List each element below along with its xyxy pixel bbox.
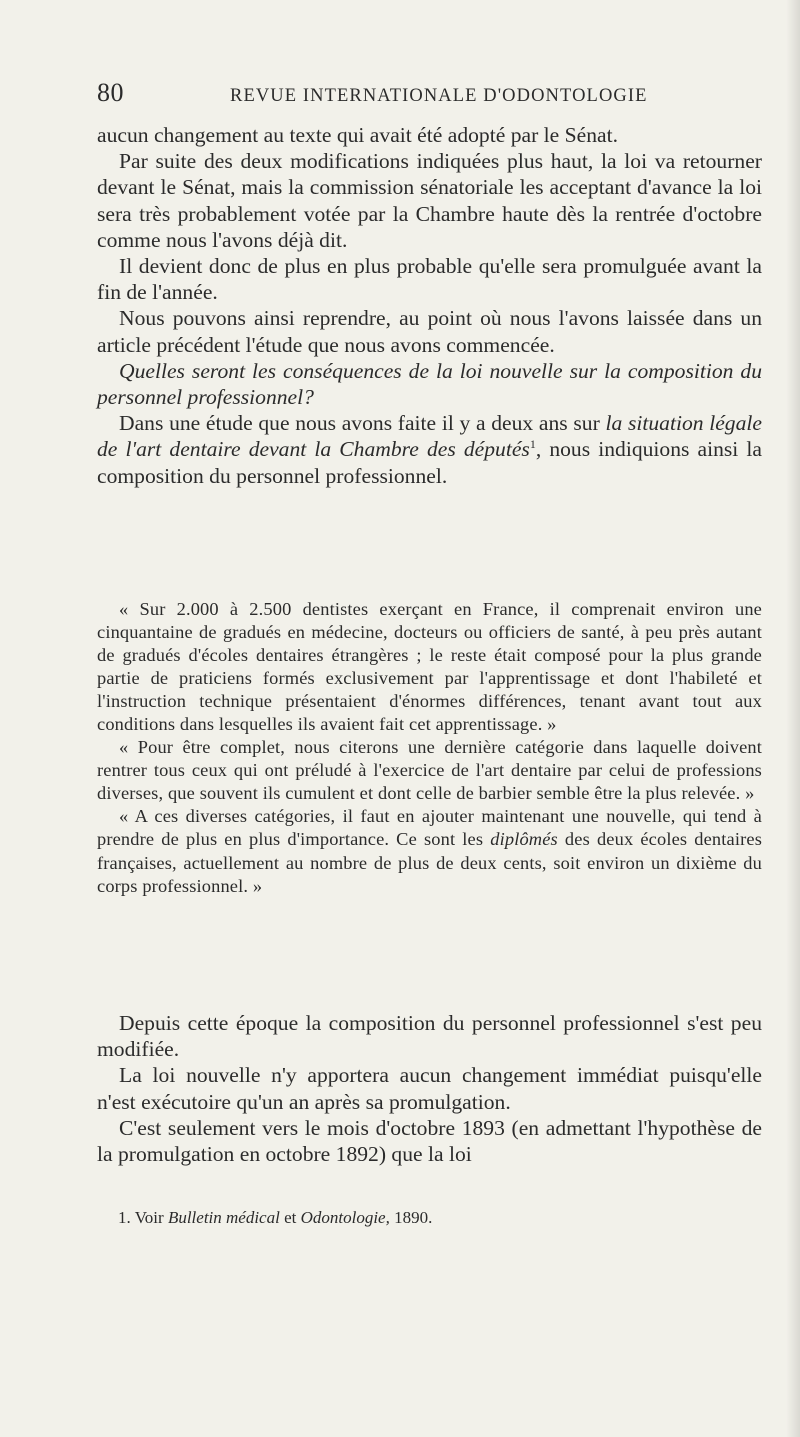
- paragraph-composition-modified: Depuis cette époque la composition du personnel professionnel s'est peu modifiée.: [97, 1011, 762, 1062]
- quote-3-text-start: « A ces diverses catégories, il faut en ajouter maintenant une nouvelle, qui tend à prendre de plus en plus d'importance. Ce sont les: [97, 806, 762, 850]
- page-edge-shadow: [786, 0, 800, 1437]
- footnote-year: 1890.: [389, 1208, 433, 1227]
- paragraph-continuation: aucun changement au texte qui avait été adopté par le Sénat.: [97, 123, 619, 147]
- previous-study-text-end: , nous indiquions ainsi la composition du personnel professionnel.: [97, 437, 762, 488]
- quote-paragraph-3: [97, 805, 762, 897]
- paragraph-senat-return: Par suite des deux modifications indiquées plus haut, la loi va retourner devant le Sénat, mais la commission sénatoriale les acceptant d'avance la loi sera très probablement votée par la Chambre haute dès la rentrée d'octobre comme nous l'avons déjà dit.: [97, 149, 762, 252]
- quotation-block: [97, 598, 762, 898]
- question-heading: Quelles seront les conséquences de la loi nouvelle sur la composition du personnel professionnel?: [97, 358, 762, 410]
- quote-3-text-end: des deux écoles dentaires françaises, actuellement au nombre de plus de deux cents, soit environ un dixième du corps professionnel. »: [97, 829, 762, 896]
- main-text-bottom: [97, 1010, 762, 1167]
- footnote-text-a: Voir: [134, 1208, 168, 1227]
- paragraph-october-1893: C'est seulement vers le mois d'octobre 1893 (en admettant l'hypothèse de la promulgation en octobre 1892) que la loi: [97, 1115, 762, 1167]
- cited-article-title: la situation légale de l'art dentaire devant la Chambre des députés: [97, 411, 762, 462]
- footnote-journal-2: Odontologie,: [300, 1208, 390, 1227]
- footnote-text-b: et: [279, 1208, 301, 1227]
- paragraph-previous-study: [97, 410, 762, 489]
- footnote-reference: 1: [529, 437, 536, 452]
- footnote-number: 1.: [118, 1208, 131, 1227]
- paragraph-no-immediate-change: La loi nouvelle n'y apportera aucun changement immédiat puisqu'elle n'est exécutoire qu'un an après sa promulgation.: [97, 1063, 762, 1114]
- footnote-journal-1: Bulletin médical: [167, 1208, 280, 1227]
- quote-paragraph-2: « Pour être complet, nous citerons une dernière catégorie dans laquelle doivent rentrer tous ceux qui ont préludé à l'exercice de l'art dentaire par celui de professions diverses, que souvent ils cumulent et dont celle de barbier semble être la plus relevée. »: [97, 737, 762, 804]
- page-number: 80: [97, 78, 124, 107]
- previous-study-text-start: Dans une étude que nous avons faite il y a deux ans sur: [119, 411, 606, 436]
- footnote: [118, 1207, 758, 1229]
- quote-paragraph-1: « Sur 2.000 à 2.500 dentistes exerçant en France, il comprenait environ une cinquantaine de gradués en médecine, docteurs ou officiers de santé, à peu près autant de gradués d'écoles dentaires étrangères ; le reste était composé pour la plus grande partie de praticiens formés exclusivement par l'apprentissage et dont l'habileté et l'instruction technique présentaient d'énormes différences, tenant avant tout aux conditions dans lesquelles ils avaient fait cet apprentissage. »: [97, 599, 762, 735]
- paragraph-promulgation: Il devient donc de plus en plus probable qu'elle sera promulguée avant la fin de l'année.: [97, 254, 762, 305]
- quote-3-italic-term: diplômés: [490, 829, 558, 850]
- page-header: [97, 78, 762, 114]
- paragraph-resume-study: Nous pouvons ainsi reprendre, au point où nous l'avons laissée dans un article précédent l'étude que nous avons commencée.: [97, 306, 762, 357]
- main-text-top: [97, 122, 762, 489]
- running-title: REVUE INTERNATIONALE D'ODONTOLOGIE: [230, 86, 648, 106]
